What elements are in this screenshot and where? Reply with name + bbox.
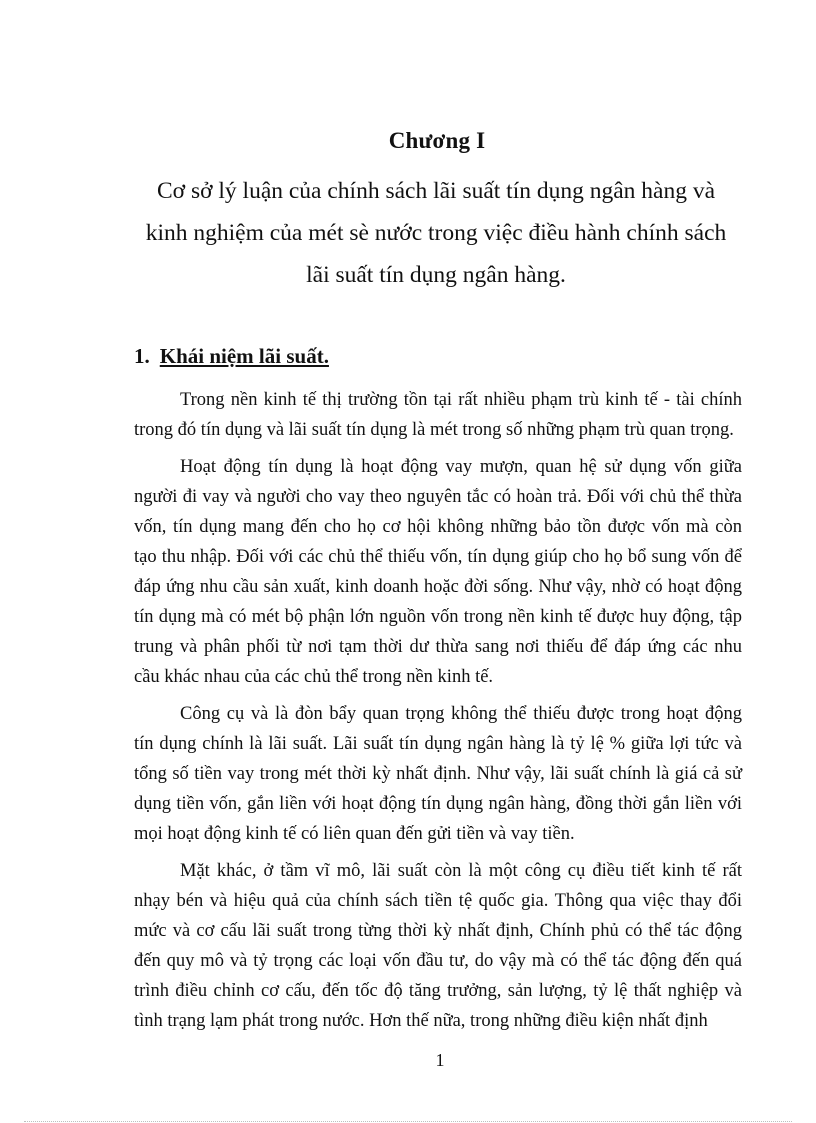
page-number: 1 (435, 1050, 445, 1070)
text-line: vốn, tín dụng mang đến cho họ cơ hội không những bảo tồn được vốn mà còn (134, 517, 742, 537)
text-line: mọi hoạt động kinh tế có liên quan đến gửi tiền và vay tiền. (134, 824, 575, 844)
text-line: đáp ứng nhu cầu sản xuất, kinh doanh hoặc đời sống. Như vậy, nhờ có hoạt động (134, 577, 742, 597)
section-number: 1. (134, 344, 150, 368)
paragraph-2 (134, 452, 742, 692)
text-line: tạo thu nhập. Đối với các chủ thể thiếu vốn, tín dụng giúp cho họ bổ sung vốn để (134, 547, 742, 567)
chapter-title-line: kinh nghiệm của mét sè nước trong việc điều hành chính sách (145, 220, 727, 246)
text-line: người đi vay và người cho vay theo nguyên tắc có hoàn trả. Đối với chủ thể thừa (134, 487, 742, 507)
text-line: trung và phân phối từ nơi tạm thời dư thừa sang nơi thiếu để đáp ứng các nhu (134, 637, 742, 657)
text-line: tình trạng lạm phát trong nước. Hơn thế nữa, trong những điều kiện nhất định (134, 1011, 708, 1031)
text-line: tín dụng mà có mét bộ phận lớn nguồn vốn trong nền kinh tế được huy động, tập (134, 607, 742, 627)
chapter-label: Chương I (388, 128, 486, 153)
text-line: trong đó tín dụng và lãi suất tín dụng là mét trong số những phạm trù quan trọng. (134, 420, 734, 440)
section-heading (134, 344, 329, 369)
text-line: dụng tiền vốn, gắn liền với hoạt động tín dụng ngân hàng, đồng thời gắn liền với (134, 794, 742, 814)
paragraph-4 (134, 856, 742, 1036)
paragraph-3 (134, 699, 742, 849)
text-line: Công cụ và là đòn bẩy quan trọng không thể thiếu được trong hoạt động (180, 704, 742, 724)
text-line: tín dụng chính là lãi suất. Lãi suất tín dụng ngân hàng là tỷ lệ % giữa lợi tức và (134, 734, 742, 754)
paragraph-1 (134, 385, 742, 445)
text-line: Hoạt động tín dụng là hoạt động vay mượn, quan hệ sử dụng vốn giữa (180, 457, 742, 477)
text-line: cầu khác nhau của các chủ thể trong nền kinh tế. (134, 667, 494, 687)
text-line: trình điều chỉnh cơ cấu, đến tốc độ tăng trưởng, sản lượng, tỷ lệ thất nghiệp và (134, 981, 742, 1001)
text-line: tổng số tiền vay trong mét thời kỳ nhất định. Như vậy, lãi suất chính là giá cả sử (134, 764, 742, 784)
chapter-title-line: lãi suất tín dụng ngân hàng. (306, 262, 566, 288)
page-bottom-divider (24, 1121, 792, 1122)
text-line: Mặt khác, ở tầm vĩ mô, lãi suất còn là một công cụ điều tiết kinh tế rất (180, 861, 742, 881)
text-line: nhạy bén và hiệu quả của chính sách tiền tệ quốc gia. Thông qua việc thay đổi (134, 891, 742, 911)
text-line: Trong nền kinh tế thị trường tồn tại rất nhiều phạm trù kinh tế - tài chính (180, 390, 742, 410)
chapter-title-line: Cơ sở lý luận của chính sách lãi suất tín dụng ngân hàng và (156, 178, 716, 204)
chapter-title (130, 170, 742, 296)
text-line: mức và cơ cấu lãi suất trong từng thời kỳ nhất định, Chính phủ có thể tác động (134, 921, 742, 941)
text-line: đến quy mô và tỷ trọng các loại vốn đầu tư, do vậy mà có thể tác động đến quá (134, 951, 742, 971)
section-title: Khái niệm lãi suất. (159, 344, 329, 368)
